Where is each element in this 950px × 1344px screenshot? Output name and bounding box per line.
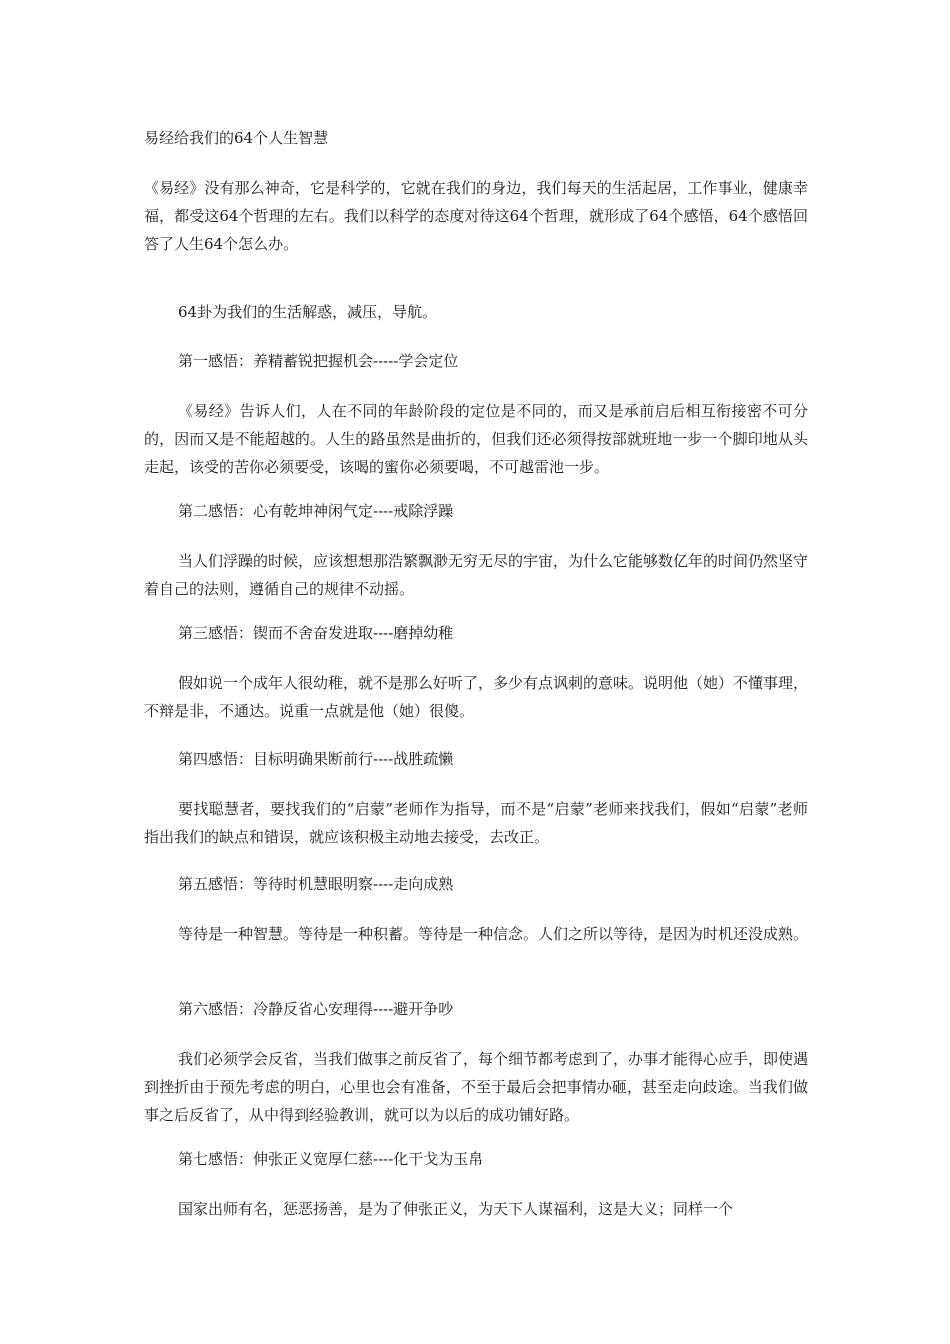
section-body-3: 假如说一个成年人很幼稚，就不是那么好听了，多少有点讽刺的意味。说明他（她）不懂事理，不辩是非，不通达。说重一点就是他（她）很傻。 [144, 674, 809, 720]
section-heading-5: 第五感悟：等待时机慧眼明察----走向成熟 [178, 875, 454, 893]
section-body-7: 国家出师有名，惩恶扬善，是为了伸张正义，为天下人谋福利，这是大义；同样一个 [178, 1200, 734, 1218]
section-body-5: 等待是一种智慧。等待是一种积蓄。等待是一种信念。人们之所以等待，是因为时机还没成熟。 [178, 925, 809, 943]
section-heading-3: 第三感悟：锲而不舍奋发进取----磨掉幼稚 [178, 624, 454, 642]
section-heading-6: 第六感悟：冷静反省心安理得----避开争吵 [178, 1000, 454, 1018]
section-body-4: 要找聪慧者，要找我们的“启蒙”老师作为指导，而不是“启蒙”老师来找我们，假如“启蒙”老师指出我们的缺点和错误，就应该积极主动地去接受，去改正。 [144, 800, 808, 846]
section-body-1: 《易经》告诉人们，人在不同的年龄阶段的定位是不同的，而又是承前启后相互衔接密不可分的，因而又是不能超越的。人生的路虽然是曲折的，但我们还必须得按部就班地一步一个脚印地从头走起，该受的苦你必须要受，该喝的蜜你必须要喝，不可越雷池一步。 [144, 402, 808, 476]
section-body-6: 我们必须学会反省，当我们做事之前反省了，每个细节都考虑到了，办事才能得心应手，即使遇到挫折由于预先考虑的明白，心里也会有准备，不至于最后会把事情办砸，甚至走向歧途。当我们做事之后反省了，从中得到经验教训，就可以为以后的成功铺好路。 [144, 1050, 809, 1124]
section-heading-1: 第一感悟：养精蓄锐把握机会-----学会定位 [178, 352, 459, 370]
intro-paragraph: 《易经》没有那么神奇，它是科学的，它就在我们的身边，我们每天的生活起居，工作事业，健康幸福，都受这64个哲理的左右。我们以科学的态度对待这64个哲理，就形成了64个感悟，64个感悟回答了人生64个怎么办。 [144, 179, 808, 253]
section-heading-4: 第四感悟：目标明确果断前行----战胜疏懒 [178, 750, 454, 768]
section-heading-2: 第二感悟：心有乾坤神闲气定----戒除浮躁 [178, 502, 454, 520]
section-heading-7: 第七感悟：伸张正义宽厚仁慈----化干戈为玉帛 [178, 1150, 484, 1168]
motto-line: 64卦为我们的生活解惑，减压，导航。 [178, 303, 438, 321]
document-title: 易经给我们的64个人生智慧 [144, 129, 329, 147]
section-body-2: 当人们浮躁的时候，应该想想那浩繁飘渺无穷无尽的宇宙，为什么它能够数亿年的时间仍然坚守着自己的法则，遵循自己的规律不动摇。 [144, 552, 809, 598]
